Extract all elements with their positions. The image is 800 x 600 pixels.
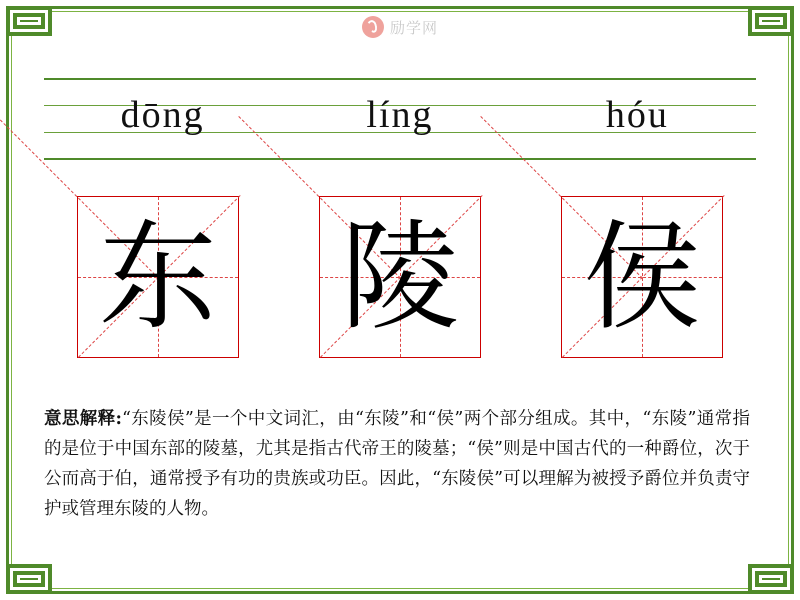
corner-ornament-icon [6, 564, 52, 594]
explanation-paragraph [44, 404, 750, 524]
pinyin-syllable: dōng [120, 94, 205, 136]
flame-logo-icon [362, 16, 384, 38]
character-grid-box [561, 196, 723, 358]
corner-ornament-icon [748, 564, 794, 594]
character-grid-box [319, 196, 481, 358]
corner-ornament-icon [6, 6, 52, 36]
site-logo-text: 励学网 [389, 19, 439, 37]
character-glyph: 侯 [582, 208, 701, 346]
character-grid-box [77, 196, 239, 358]
pinyin-staff [44, 78, 756, 160]
pinyin-syllable: hóu [605, 94, 669, 136]
explanation-text: “东陵侯”是一个中文词汇，由“东陵”和“侯”两个部分组成。其中，“东陵”通常指的是位于中国东部的陵墓，尤其是指古代帝王的陵墓；“侯”则是中国古代的一种爵位，次于公而高于伯，通常授予有功的贵族或功臣。因此，“东陵侯”可以理解为被授予爵位并负责守护或管理东陵的人物。 [44, 409, 750, 520]
corner-ornament-icon [748, 6, 794, 36]
explanation-label: 意思解释: [44, 409, 122, 429]
site-logo[interactable] [362, 16, 438, 38]
character-grid-row [0, 196, 800, 358]
pinyin-row [44, 78, 756, 160]
character-glyph: 东 [98, 208, 217, 346]
pinyin-syllable: líng [366, 94, 434, 136]
character-glyph: 陵 [340, 208, 459, 346]
